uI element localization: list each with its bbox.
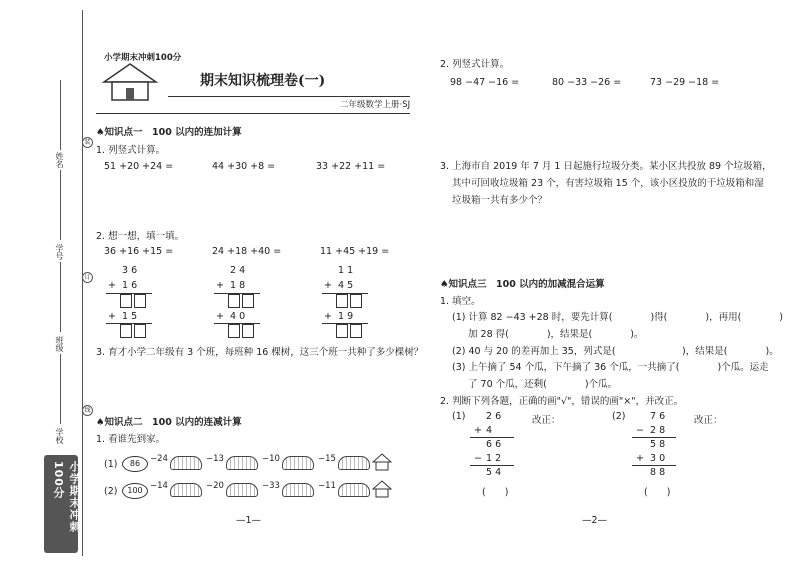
row-label: (1) [104, 459, 118, 470]
fill-line: 了 70 个瓜，还剩( )个瓜。 [468, 379, 618, 390]
judge-answer[interactable]: ( ) [482, 487, 509, 498]
equation: 44 +30 +8 = [212, 161, 276, 172]
step-label: −14 [150, 481, 168, 491]
question-title: 2. 想一想，填一填。 [96, 231, 185, 242]
spade-icon: ♠ [96, 127, 105, 138]
fill-line: (3) 上午摘了 54 个瓜，下午摘了 36 个瓜，一共摘了( )个瓜。运走 [452, 362, 769, 373]
answer-box[interactable] [242, 294, 254, 308]
class-line [60, 262, 61, 332]
answer-box[interactable] [134, 324, 146, 338]
hedgehog-icon[interactable] [338, 483, 370, 497]
section-title-k1: ♠知识点一 100 以内的连加计算 [96, 127, 242, 138]
page-number: —2— [582, 515, 608, 526]
hedgehog-icon[interactable] [282, 456, 314, 470]
word-problem-line: 其中可回收垃圾箱 23 个，有害垃圾箱 15 个，该小区投放的干垃圾箱和湿 [452, 178, 764, 189]
equation: 51 +20 +24 = [104, 161, 174, 172]
step-label: −33 [262, 481, 280, 491]
step-label: −15 [318, 454, 336, 464]
equation: 24 +18 +40 = [212, 246, 282, 257]
judge-calc-2: (2) 改正： 7 6 − 2 8 5 8 + 3 0 8 8 ( ) [612, 411, 723, 498]
judge-calc-1: (1) 改正： 2 6 + 4 6 6 − 1 2 5 4 ( ) [452, 411, 561, 498]
school-label: 学校 [55, 428, 64, 444]
series-badge: 小学期末冲刺100分 [44, 455, 78, 553]
equation: 33 +22 +11 = [316, 161, 386, 172]
hedgehog-icon[interactable] [226, 483, 258, 497]
title-rule [168, 96, 410, 97]
question-title: 1. 看谁先到家。 [96, 434, 166, 445]
step-label: −13 [206, 454, 224, 464]
answer-box[interactable] [228, 324, 240, 338]
hedgehog-icon[interactable] [226, 456, 258, 470]
fill-line: (2) 40 与 20 的差再加上 35，列式是( )，结果是( )。 [452, 346, 779, 357]
step-label: −20 [206, 481, 224, 491]
equation: 98 −47 −16 = [450, 77, 520, 88]
series-logo [100, 60, 160, 104]
step-label: −10 [262, 454, 280, 464]
word-problem-line: 3. 上海市自 2019 年 7 月 1 日起施行垃圾分类。某小区共投放 89 个垃圾箱， [440, 161, 772, 172]
answer-box[interactable] [228, 294, 240, 308]
fill-line: 加 28 得( )，结果是( )。 [468, 329, 644, 340]
class-label: 班级 [55, 336, 64, 352]
name-line [60, 80, 61, 150]
row-label: (2) [104, 486, 118, 497]
equation: 36 +16 +15 = [104, 246, 174, 257]
spade-icon: ♠ [96, 417, 105, 428]
answer-box[interactable] [350, 294, 362, 308]
answer-box[interactable] [134, 294, 146, 308]
equation: 80 −33 −26 = [552, 77, 622, 88]
page-number: —1— [236, 515, 262, 526]
school-line [60, 354, 61, 424]
answer-box[interactable] [350, 324, 362, 338]
vertical-calc-3: 1 1 + 4 5 + 1 9 [320, 266, 380, 338]
spade-icon: ♠ [440, 279, 449, 290]
start-number: 86 [122, 456, 148, 472]
page-title: 期末知识梳理卷(一) [200, 73, 326, 89]
hedgehog-icon[interactable] [170, 456, 202, 470]
binding-hole: 线 [82, 405, 93, 416]
home-icon [372, 452, 392, 476]
answer-box[interactable] [120, 294, 132, 308]
section-title-k3: ♠知识点三 100 以内的加减混合运算 [440, 279, 605, 290]
id-line [60, 170, 61, 240]
judge-answer[interactable]: ( ) [644, 487, 671, 498]
hedgehog-icon[interactable] [170, 483, 202, 497]
word-problem: 3. 育才小学二年级有 3 个班，每班种 16 棵树，这三个班一共种了多少棵树？ [96, 347, 424, 358]
equation: 73 −29 −18 = [650, 77, 720, 88]
question-title: 2. 判断下列各题，正确的画"√"，错误的画"×"，并改正。 [440, 396, 684, 407]
fill-line: (1) 计算 82 −43 +28 时，要先计算( )得( )，再用( ) [452, 312, 783, 323]
start-number: 100 [122, 483, 148, 499]
vertical-calc-1: 3 6 + 1 6 + 1 5 [104, 266, 164, 338]
section-title-k2: ♠知识点二 100 以内的连减计算 [96, 417, 242, 428]
question-title: 1. 列竖式计算。 [96, 145, 166, 156]
binding-hole: 订 [82, 272, 93, 283]
subtitle: 二年级数学上册·SJ [340, 100, 411, 110]
equation: 11 +45 +19 = [320, 246, 390, 257]
binding-hole: 装 [82, 137, 93, 148]
question-title: 1. 填空。 [440, 296, 481, 307]
step-label: −24 [150, 454, 168, 464]
correction-label: 改正： [694, 415, 723, 426]
name-label: 姓名 [55, 152, 64, 168]
vertical-calc-2: 2 4 + 1 8 + 4 0 [212, 266, 272, 338]
answer-box[interactable] [242, 324, 254, 338]
answer-box[interactable] [120, 324, 132, 338]
answer-box[interactable] [336, 324, 348, 338]
house-logo-icon [100, 60, 160, 104]
hedgehog-icon[interactable] [282, 483, 314, 497]
logo-text: 小学期末冲刺100分 [104, 53, 182, 63]
step-label: −11 [318, 481, 336, 491]
hedgehog-icon[interactable] [338, 456, 370, 470]
home-icon [372, 479, 392, 503]
header-rule [96, 113, 410, 114]
word-problem-line: 垃圾箱一共有多少个？ [452, 195, 548, 206]
question-title: 2. 列竖式计算。 [440, 59, 510, 70]
correction-label: 改正： [532, 415, 561, 426]
id-label: 学号 [55, 244, 64, 260]
answer-box[interactable] [336, 294, 348, 308]
